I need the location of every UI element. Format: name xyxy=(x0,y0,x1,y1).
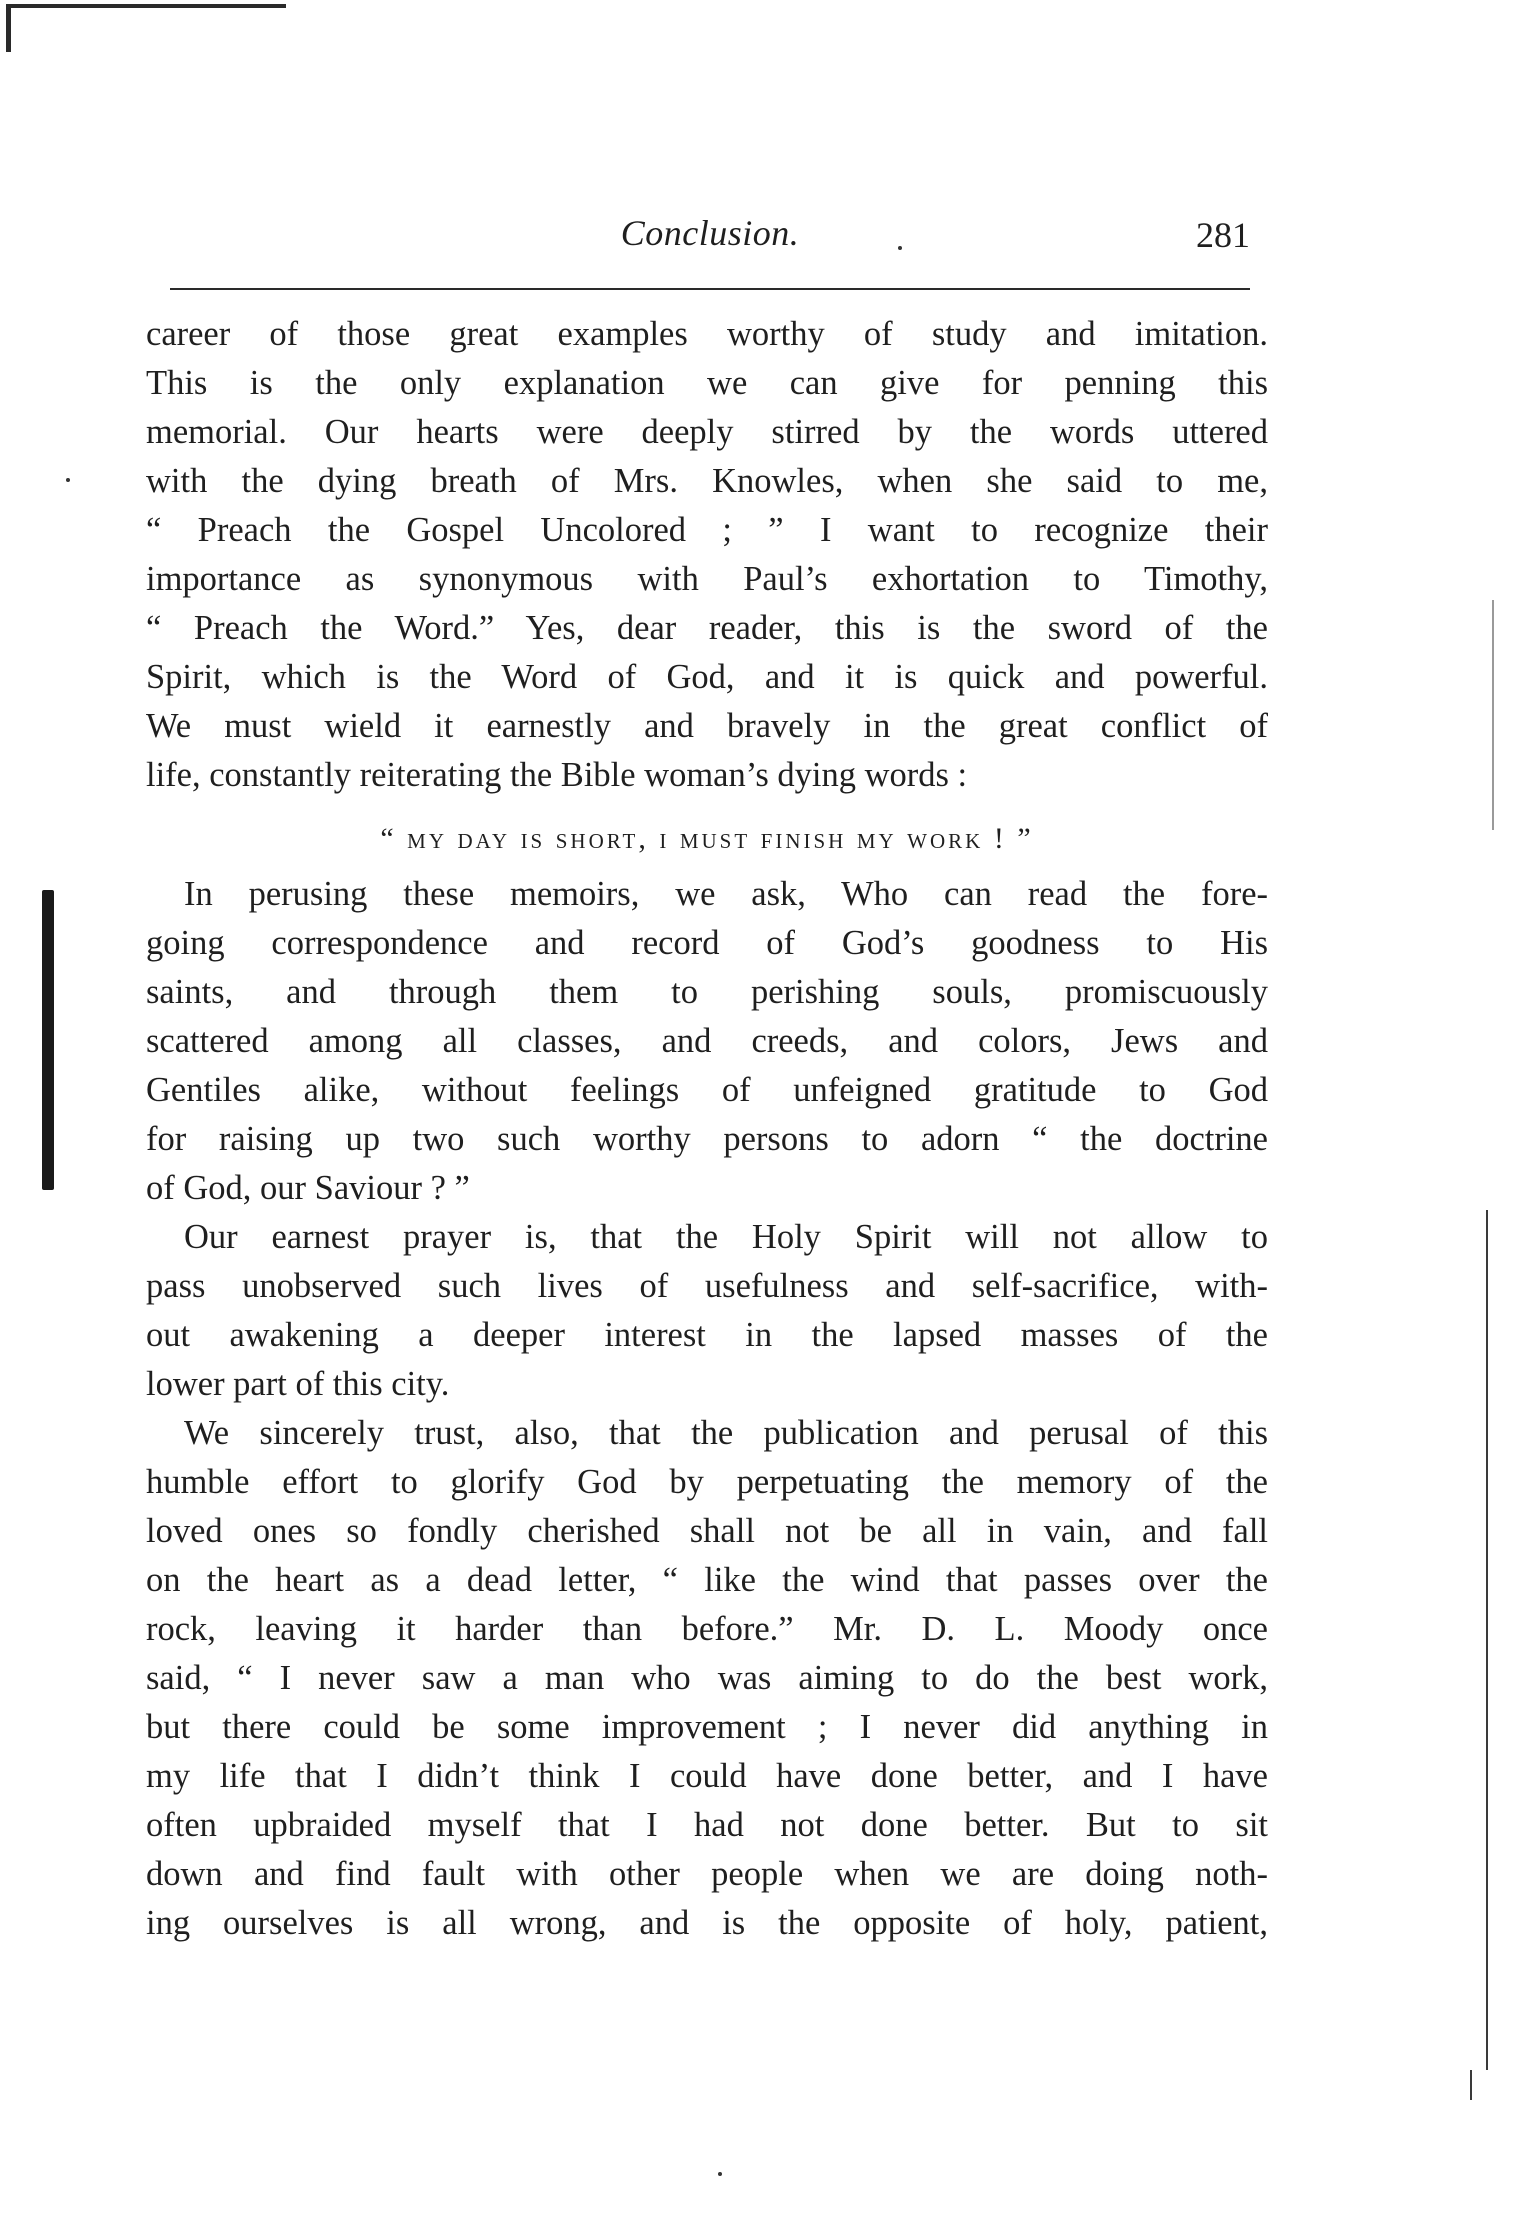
text-line: In perusing these memoirs, we ask, Who can read the fore- xyxy=(184,875,1268,913)
scan-speck xyxy=(66,478,70,482)
quoted-motto: “ my day is short, i must finish my work ! ” xyxy=(380,822,1034,855)
scan-edge-line xyxy=(1470,2070,1472,2100)
scan-corner-mark-vertical xyxy=(6,4,11,52)
text-line: life, constantly reiterating the Bible woman’s dying words : xyxy=(146,756,968,794)
text-line: with the dying breath of Mrs. Knowles, when she said to me, xyxy=(146,462,1268,500)
scan-edge-line xyxy=(1486,1210,1488,2070)
body-text xyxy=(146,310,1268,1948)
text-line: said, “ I never saw a man who was aiming to do the best work, xyxy=(146,1659,1268,1697)
text-line: going correspondence and record of God’s goodness to His xyxy=(146,924,1268,962)
text-line: Gentiles alike, without feelings of unfeigned gratitude to God xyxy=(146,1071,1268,1109)
text-line: Spirit, which is the Word of God, and it is quick and powerful. xyxy=(146,658,1268,696)
scan-edge-line xyxy=(1492,600,1494,830)
text-line: “ Preach the Gospel Uncolored ; ” I want to recognize their xyxy=(146,511,1268,549)
running-title: Conclusion. xyxy=(620,213,800,253)
text-line: of God, our Saviour ? ” xyxy=(146,1169,470,1207)
text-line: loved ones so fondly cherished shall not be all in vain, and fall xyxy=(146,1512,1268,1550)
text-line: We sincerely trust, also, that the publication and perusal of this xyxy=(184,1414,1268,1452)
scan-speck xyxy=(718,2172,722,2176)
text-line: “ Preach the Word.” Yes, dear reader, this is the sword of the xyxy=(146,609,1268,647)
page-number: 281 xyxy=(1196,215,1250,255)
text-line: scattered among all classes, and creeds, and colors, Jews and xyxy=(146,1022,1268,1060)
scan-corner-mark xyxy=(6,4,286,8)
text-line: down and find fault with other people when we are doing noth- xyxy=(146,1855,1268,1893)
text-line: pass unobserved such lives of usefulness and self-sacrifice, with- xyxy=(146,1267,1268,1305)
text-line: rock, leaving it harder than before.” Mr. D. L. Moody once xyxy=(146,1610,1268,1648)
text-line: my life that I didn’t think I could have done better, and I have xyxy=(146,1757,1268,1795)
text-line: lower part of this city. xyxy=(146,1365,450,1403)
text-line: ing ourselves is all wrong, and is the opposite of holy, patient, xyxy=(146,1904,1268,1942)
text-line: on the heart as a dead letter, “ like the wind that passes over the xyxy=(146,1561,1268,1599)
text-line: often upbraided myself that I had not done better. But to sit xyxy=(146,1806,1268,1844)
text-line: memorial. Our hearts were deeply stirred by the words uttered xyxy=(146,413,1268,451)
text-line: out awakening a deeper interest in the lapsed masses of the xyxy=(146,1316,1268,1354)
scan-binding-shadow xyxy=(42,890,54,1190)
text-line: humble effort to glorify God by perpetuating the memory of the xyxy=(146,1463,1268,1501)
text-line: but there could be some improvement ; I never did anything in xyxy=(146,1708,1268,1746)
text-line: saints, and through them to perishing souls, promiscuously xyxy=(146,973,1268,1011)
text-line: Our earnest prayer is, that the Holy Spirit will not allow to xyxy=(184,1218,1268,1256)
text-line: We must wield it earnestly and bravely in the great conflict of xyxy=(146,707,1268,745)
header-rule xyxy=(170,288,1250,290)
text-line: importance as synonymous with Paul’s exhortation to Timothy, xyxy=(146,560,1268,598)
text-line: for raising up two such worthy persons to adorn “ the doctrine xyxy=(146,1120,1268,1158)
running-head xyxy=(170,208,1250,268)
text-line: This is the only explanation we can give for penning this xyxy=(146,364,1268,402)
text-line: career of those great examples worthy of study and imitation. xyxy=(146,315,1268,353)
